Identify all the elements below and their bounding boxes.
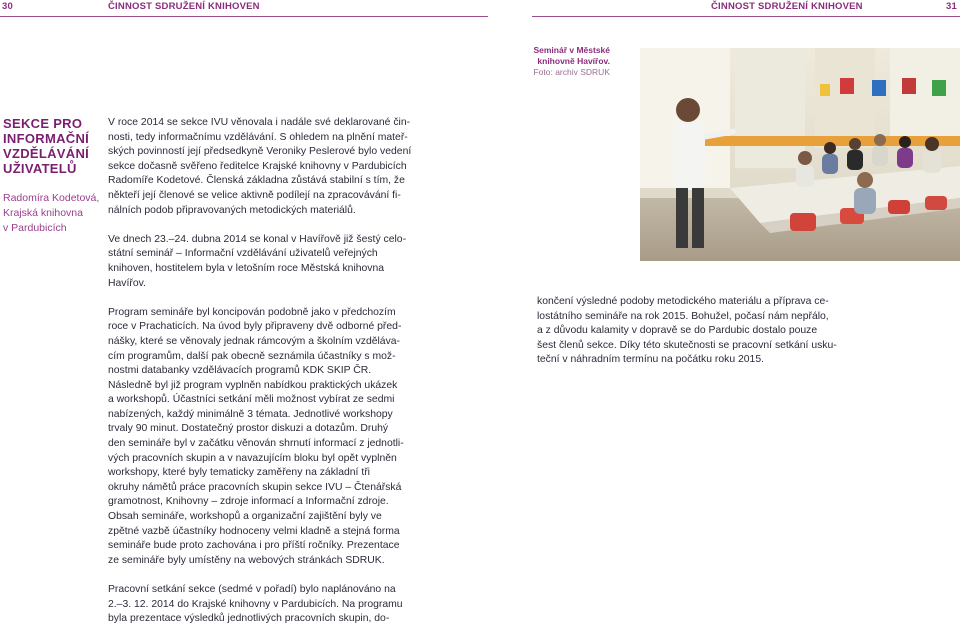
section-title-line: VZDĚLÁVÁNÍ bbox=[3, 146, 90, 161]
author-line: v Pardubicích bbox=[3, 222, 67, 234]
running-header-right: ČINNOST SDRUŽENÍ KNIHOVEN bbox=[711, 1, 863, 12]
section-title-line: SEKCE PRO bbox=[3, 116, 83, 131]
page-number-right: 31 bbox=[946, 1, 957, 12]
header-rule-right bbox=[532, 16, 960, 17]
caption-line: Seminář v Městské bbox=[533, 45, 610, 55]
article-column-right bbox=[537, 295, 867, 368]
caption-credit: Foto: archiv SDRUK bbox=[533, 67, 610, 77]
paragraph-continuation: končení výsledné podoby metodického materiálu a příprava ce- lostátního semináře na rok 2015. Bohužel, počasí nám nepřálo, a z důvodu kalamity v dopravě se do Pardubic dostalo pouze šest členů sekce. Díky této skutečnosti se pracovní setkání usku- teční v náhradním termínu na počátku roku 2015. bbox=[537, 296, 837, 366]
caption-line: knihovně Havířov. bbox=[537, 56, 610, 66]
photo-caption bbox=[510, 45, 610, 78]
paragraph-seminar-date: Ve dnech 23.–24. dubna 2014 se konal v Havířově již šestý celo- státní seminář – Informační vzdělávání uživatelů veřejných knihoven, hostitelem byla v letošním roce Městská knihovna Havířov. bbox=[108, 233, 407, 289]
page-number-left: 30 bbox=[2, 1, 13, 12]
article-column-left bbox=[108, 116, 448, 627]
section-title-line: INFORMAČNÍ bbox=[3, 131, 90, 146]
header-rule-left bbox=[0, 16, 488, 17]
author-line: Krajská knihovna bbox=[3, 207, 83, 219]
author-line: Radomíra Kodetová, bbox=[3, 192, 100, 204]
paragraph-meeting: Pracovní setkání sekce (sedmé v pořadí) bylo naplánováno na 2.–3. 12. 2014 do Krajské knihovny v Pardubicích. Na programu byla prezentace výsledků jednotlivých pracovních skupin, do- bbox=[108, 584, 403, 625]
paragraph-program: Program semináře byl koncipován podobně jako v předchozím roce v Prachaticích. Na úvod byly připraveny dvě odborné před- nášky, které se věnovaly jednak rámcovým a školním vzděláva- cím programům, další pak obecně seznámila účastníky s mož- nostmi databanky vzdělávacích programů KDK SKIP ČR. Následně byl již program vyplněn nabídkou praktických ukázek a workshopů. Účastníci setkání měli možnost vybírat ze sedmi nabízených, každý minimálně 3 témata. Jednotlivé workshopy trvaly 90 minut. Dostatečný prostor diskuzi a dotazům. Druhý den semináře byl v začátku věnován shrnutí informací z jednotli- vých pracovních skupin a v navazujícím bloku byl opět vyplněn workshopy, které byly tematicky zaměřeny na základní tři okruhy námětů práce pracovních skupin sekce IVU – Čtenářská gramotnost, Knihovny – zdroje informací a Informační zdroje. Obsah semináře, workshopů a organizační zajištění byly ve zpětné vazbě účastníky hodnoceny velmi kladně a stejná forma semináře bude proto zachována i pro příští ročníky. Prezentace ze semináře byly umístěny na webových stránkách SDRUK. bbox=[108, 306, 404, 566]
running-header-left: ČINNOST SDRUŽENÍ KNIHOVEN bbox=[108, 1, 260, 12]
section-title bbox=[3, 116, 103, 176]
section-title-line: UŽIVATELŮ bbox=[3, 161, 77, 176]
author-byline bbox=[3, 191, 103, 236]
paragraph-intro: V roce 2014 se sekce IVU věnovala i nadále své deklarované čin- nosti, tedy informačnímu vzdělávání. S ohledem na plnění mateř- ských povinností její předsedkyně Veroniky Peslerové bylo vedení sekce dočasně svěřeno ředitelce Krajské knihovny v Pardubicích Radomíře Kodetové. Členská základna zůstává stabilní s tím, že někteří její členové se velice aktivně podílejí na zpracovávání fi- nálních podob připravovaných metodických materiálů. bbox=[108, 117, 412, 216]
seminar-photo bbox=[640, 48, 960, 261]
